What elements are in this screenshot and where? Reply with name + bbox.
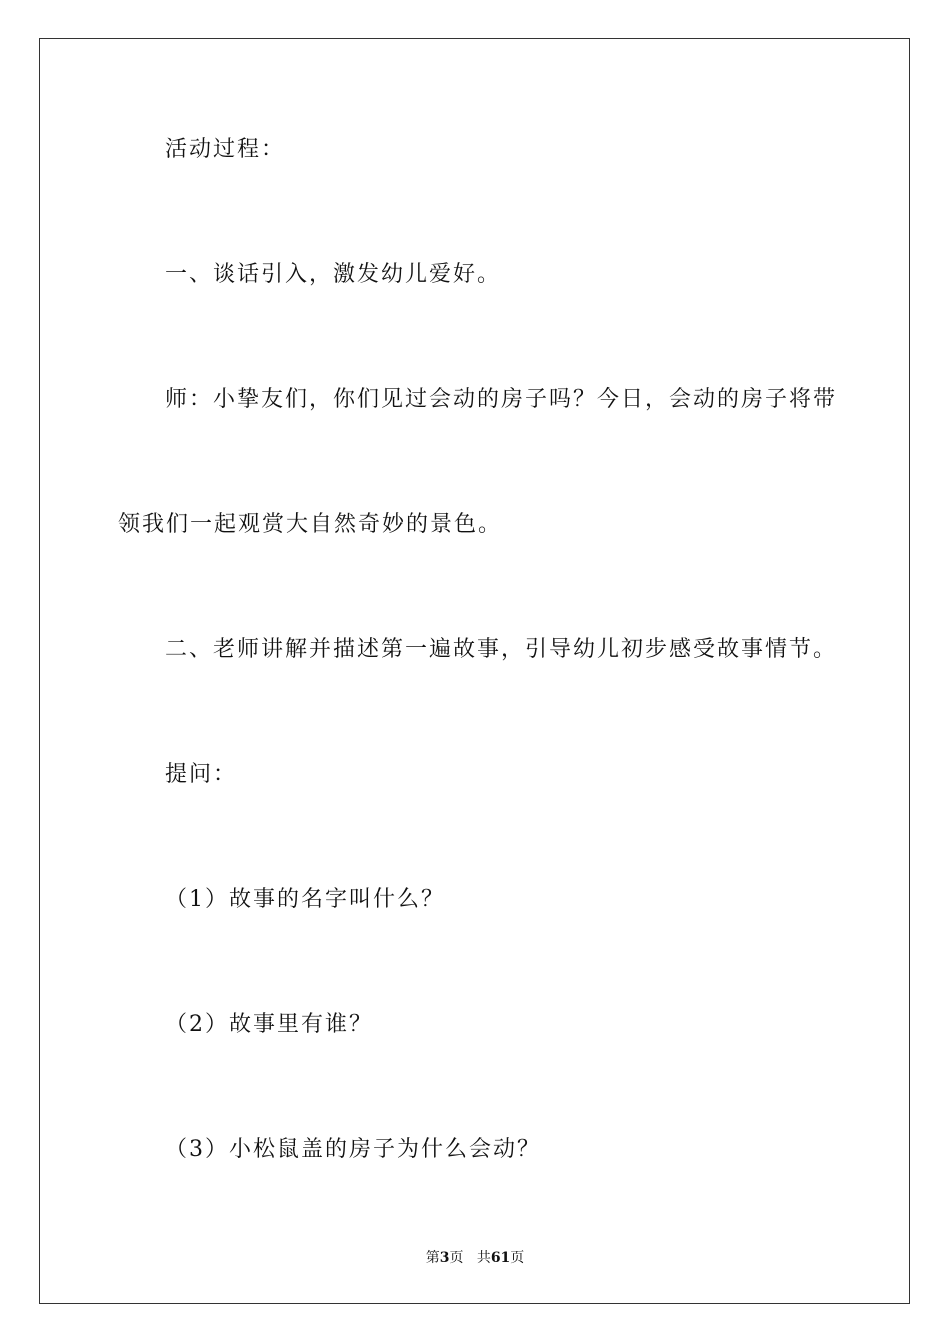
- footer-total-prefix: 共: [476, 1250, 491, 1266]
- footer-page-suffix: 页: [449, 1250, 464, 1266]
- paragraph-questions-heading: 提问：: [165, 762, 238, 787]
- page-border: [39, 38, 910, 1304]
- paragraph-teacher-line-2: 领我们一起观赏大自然奇妙的景色。: [118, 512, 503, 537]
- paragraph-section-two: 二、老师讲解并描述第一遍故事，引导幼儿初步感受故事情节。: [165, 637, 838, 662]
- paragraph-section-one: 一、谈话引入，激发幼儿爱好。: [165, 262, 502, 287]
- question-item-3: （3）小松鼠盖的房子为什么会动？: [165, 1137, 541, 1162]
- footer-total-pages: 61: [490, 1250, 511, 1266]
- paragraph-teacher-line-1: 师：小挚友们，你们见过会动的房子吗？今日，会动的房子将带: [165, 387, 838, 412]
- footer-page-prefix: 第: [425, 1250, 440, 1266]
- paragraph-activity-process: 活动过程：: [165, 137, 286, 162]
- question-item-2: （2）故事里有谁？: [165, 1012, 373, 1037]
- footer-page-number: 3: [439, 1250, 450, 1266]
- question-item-1: （1）故事的名字叫什么？: [165, 887, 445, 912]
- footer-total-suffix: 页: [510, 1250, 525, 1266]
- page-footer: [0, 1249, 950, 1267]
